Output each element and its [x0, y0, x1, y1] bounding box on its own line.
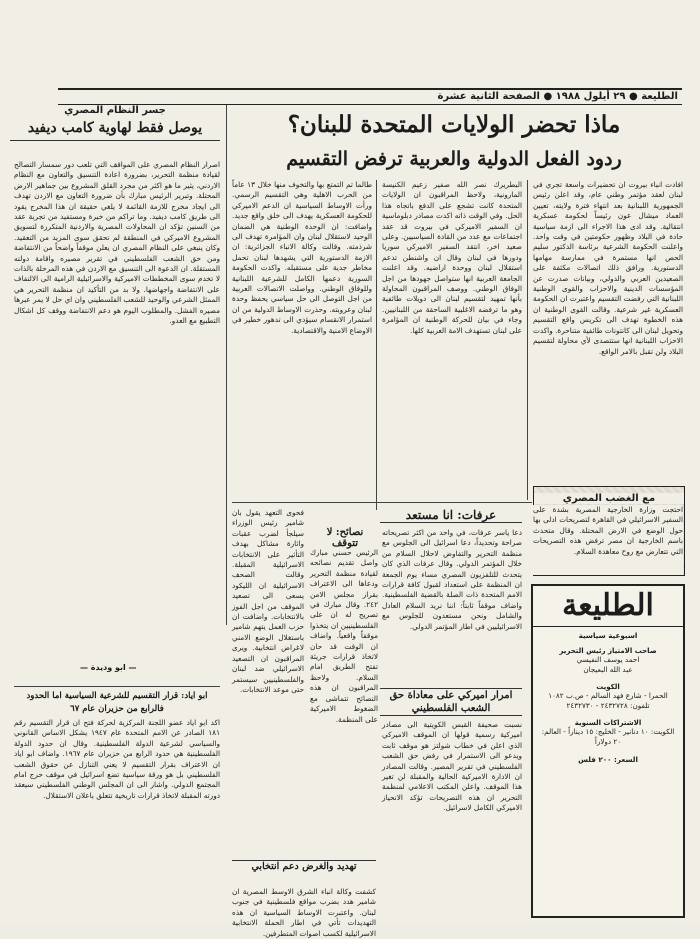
shamir-box-title: امرار اميركي على معاداة حق الشعب الفلسطيني — [380, 688, 522, 716]
page-header-line: الطليعة ● ٢٩ أيلول ١٩٨٨ ● الصفحة الثانية عشرة — [58, 88, 682, 105]
main-story-col2: البطريرك نصر الله صفير زعيم الكنيسة المارونية، ولاحظ المراقبون ان الولايات المتحدة كانت تشجع على الدفع باتجاه هذا الحل. وفي الوقت ذاته اكدت مصادر دبلوماسية ان السفير الاميركي في بيروت قد عقد اجتماعات مع عدد من القادة السياسيين. وعلى صعيد اخر، انتقد السفير الاميركي سوريا ودورها في لبنان وقال ان واشنطن تدعم استقلال لبنان ووحدة اراضيه. وقد اعلنت الجامعة العربية انها ستواصل جهودها من اجل الوفاق الوطني. ووصف المراقبون المحاولة بأنها تمهيد لتقسيم لبنان الى دويلات طائفية وهو ما ترفضه الاغلبية الساحقة من اللبنانيين. وجاء في بيان للحركة الوطنية ان المؤامرة على لبنان تستهدف الامة العربية كلها. — [382, 180, 522, 335]
column-divider — [226, 105, 227, 625]
main-story-col3: طالما تم التمتع بها والتخوف منها خلال ١٣ عاماً من الحرب الاهلية وهي التقسيم الرسمي. ورأت الاوساط السياسية ان الدعم الاميركي للحكومة العسكرية يهدف الى خلق واقع جديد. واضافت: ان الوحدة الوطنية هي الضمان الوحيد لاستقلال لبنان وان المؤامرة تهدف الى شرذمته. وقالت وكالة الانباء الجزائرية: ان الازمة الدستورية التي يشهدها لبنان تحمل مخاطر جدية على مستقبله. واكدت الحكومة السورية دعمها الكامل للشرعية اللبنانية وللوفاق الوطني. وواصلت الاتصالات العربية من اجل التوصل الى حل سياسي يحفظ وحدة لبنان وعروبته. وحذرت الاوساط الدولية من ان استمرار الانقسام سيؤدي الى تدهور خطير في الاوضاع الامنية والاقتصادية. — [232, 180, 373, 335]
tahdid-box-title: تهديد والغرض دعم انتخابي — [232, 860, 376, 873]
mid-left-body: فحوى التعهد يقول بان شامير رئيس الوزراء سيلجأ لضرب عقبات واثارة مشاكل بهدف التأثير على الانتخابات الاسرائيلية المقبلة. وقالت الصحف الاسرائيلية ان الليكود يسعى الى تصعيد الموقف من اجل الفوز بالانتخابات. واضافت ان حزب العمل يتهم شامير باستغلال الوضع الامني لاغراض انتخابية. ويرى المراقبون ان التصعيد الاسرائيلي ضد لبنان والفلسطينيين سيستمر حتى موعد الانتخابات. — [232, 508, 304, 694]
sidebar-signature: — ابو وديدة — — [80, 663, 137, 672]
sidebar-title: يوصل فقط لهاوية كامب ديفيد — [10, 120, 220, 141]
sidebar-body: اصرار النظام المصري على المواقف التي تلعب دور سمسار التصالح لقيادة منظمة التحرير، بضرورة اعادة التنسيق والتعاون مع النظام الاردني، يثير ما هو اكثر من مجرد القلق المشروع بين جماهير الارض المحتلة. وتبرير الرئيس مبارك بأن ضرورة التعاون مع الاردن تهدف الى ايجاد مخرج للازمة القائمة لا يلغي حقيقة ان هذا المخرج يقود الى طريق كامب ديفيد. وما تراكم من خبرة ومستفيد من تجربة عقد من السنين تؤكد ان المحاولات المصرية والاردنية المتكررة لتسويق المشروع الاميركي في المنطقة لم تحقق سوى المزيد من التعقيد. وكان ينبغي على النظام المصري ان يعلن موقفاً واضحاً من الانتفاضة ومن حق الشعب الفلسطيني في تقرير مصيره واقامة دولته المستقلة. ان الدعوة الى التنسيق مع الاردن في هذه المرحلة بالذات لا تخدم سوى المخططات الاميركية والاسرائيلية الرامية الى الالتفاف على الانتفاضة واجهاضها. ولا بد من التأكيد ان منظمة التحرير هي الممثل الشرعي والوحيد للشعب الفلسطيني وان اي حل لا يمر عبرها مصيره الفشل. والمطلوب اليوم هو دعم الانتفاضة ووقف كل اشكال التطبيع مع العدو. — [14, 160, 220, 326]
main-story-col1: افادت انباء بيروت ان تحضيرات واسعة تجري في لبنان لعقد مؤتمر وطني عام، وقد اعلن رئيس الجمهورية اللبنانية بعد انتهاء فترة ولايته، تعيين العماد ميشال عون رئيساً لحكومة عسكرية انتقالية. وقد ادى هذا الاجراء الى ازمة سياسية حادة في البلاد وظهور حكومتين في وقت واحد. واعلنت الحكومة الشرعية برئاسة الدكتور سليم الحص انها مستمرة في ممارسة مهامها الدستورية. ورافق ذلك اتصالات مكثفة على الصعيدين العربي والدولي، وبيانات صدرت عن المؤسسات الدينية والاحزاب والقوى الوطنية اللبنانية التي رفضت التقسيم واعتبرت ان الحكومة العسكرية غير شرعية. وقالت القوى الوطنية ان هذه الخطوة تهدف الى تكريس واقع التقسيم وتحويل لبنان الى كانتونات طائفية متناحرة. واكدت الاحزاب اللبنانية انها ستتصدى لأي محاولة لتقسيم البلاد ولن تقبل بالامر الواقع. — [533, 180, 683, 356]
main-headline: ماذا تحضر الولايات المتحدة للبنان؟ — [287, 111, 621, 138]
photo-caption-body: احتجت وزارة الخارجية المصرية بشدة على السفير الاسرائيلي في القاهرة لتصريحات ادلى بها حول الوضع في الارض المحتلة. وقال متحدث باسم الخارجية ان مصر ترفض هذه التصريحات التي تتعارض مع روح معاهدة السلام. — [533, 505, 683, 575]
masthead-address: الحمرا - شارع فهد السالم - ص.ب ١٠٨٢ — [548, 691, 668, 700]
nasaih-box-title: نصائح: لا تتوقف — [326, 527, 364, 549]
masthead-phone: تلفون: ٢٤٣٢٧٢٨ - ٢٤٣٢٧٣٠ — [566, 701, 650, 710]
column-divider — [376, 180, 377, 510]
bottom-box-body: اكد ابو اياد عضو اللجنة المركزية لحركة فتح ان قرار التقسيم رقم ١٨١ الصادر عن الامم المتحدة عام ١٩٤٧ يشكل الاساس القانوني والسياسي لشرعية الدولة الفلسطينية. وقال ان حدود الدولة الفلسطينية هي حدود الرابع من حزيران عام ١٩٦٧. واضاف ابو اياد ان الاعتراف بقرار التقسيم لا يعني التنازل عن حقوق الشعب الفلسطيني بل هو ورقة سياسية تضع اسرائيل في موقف حرج امام المجتمع الدولي. واشار الى ان المجلس الوطني الفلسطيني سيعقد دورته المقبلة لاتخاذ قرارات تاريخية تتعلق باعلان الاستقلال. — [14, 718, 220, 800]
masthead-subscriptions: الكويت: ١٠ دنانير - الخليج: ١٥ ديناراً - العالم: ٢٠ دولاراً — [541, 727, 675, 746]
column-divider — [527, 180, 528, 500]
masthead-logo: الطليعة — [533, 586, 683, 627]
masthead-subscriptions-label: الاشتراكات السنوية — [574, 719, 642, 727]
photo-label: مع الغضب المصري — [534, 493, 684, 504]
sidebar-heading — [10, 105, 220, 141]
masthead-ad — [531, 584, 685, 918]
bottom-box-title: ابو اياد: قرار التقسيم للشرعية السياسية اما الحدود فالرابع من حزيران عام ٦٧ — [26, 691, 208, 714]
section-divider — [232, 502, 532, 503]
tahdid-box-body: كشفت وكالة انباء الشرق الاوسط المصرية ان شامير هدد بضرب مواقع فلسطينية في جنوب لبنان. واعتبرت الاوساط السياسية ان هذه التهديدات تأتي في اطار الحملة الانتخابية الاسرائيلية لكسب اصوات المتطرفين. — [232, 887, 376, 938]
masthead-price: السعر: ٢٠٠ فلس — [578, 755, 638, 764]
sidebar-kicker: جسر النظام المصري — [64, 105, 166, 116]
masthead-editor: عبد الله البعيجان — [583, 665, 633, 674]
masthead-publisher-label: صاحب الامتياز رئيس التحرير — [559, 647, 657, 655]
arafat-box-body: دعا ياسر عرفات، في واحد من اكثر تصريحاته صراحة وتحديداً، دعا اسرائيل الى الجلوس مع منظمة التحرير والتفاوض لاحلال السلام من خلال المؤتمر الدولي. وقال عرفات الذي كان يتحدث للتلفزيون المصري مساء يوم الجمعة ان المنظمة على استعداد لقبول كافة قرارات الامم المتحدة ذات الصلة بالقضية الفلسطينية. واضاف موقفاً ثابتاً: اننا نريد السلام العادل والشامل ونحن مستعدون للجلوس مع الاسرائيليين في اطار المؤتمر الدولي. — [382, 528, 522, 631]
masthead-address-label: الكويت — [596, 683, 620, 691]
nasaih-box-body: الرئيس حسني مبارك واصل تقديم نصائحه لقيادة منظمة التحرير ودعاها الى الاعتراف بقرار مجلس الامن ٢٤٢. وقال مبارك في تصريح له ان على الفلسطينيين ان يتخذوا موقفاً واقعياً. واضاف ان الوقت قد حان لاتخاذ قرارات جريئة تفتح الطريق امام السلام. ولاحظ المراقبون ان هذه النصائح تتماشى مع الضغوط الاميركية على المنظمة. — [310, 548, 378, 724]
masthead-publisher: احمد يوسف النفيسي — [576, 655, 640, 664]
arafat-box-title: عرفات: انا مستعد — [380, 508, 522, 523]
masthead-tagline: اسبوعية سياسية — [578, 631, 638, 640]
main-subhead: ردود الفعل الدولية والعربية ترفض التقسيم — [286, 148, 622, 170]
shamir-box-body: نسبت صحيفة القبس الكويتية الى مصادر اميركية رسمية قولها ان الموقف الاميركي الذي اعلن في خطاب شولتز هو موقف ثابت ويدعو الى الاستمرار في رفض حق الشعب الفلسطيني في تقرير المصير. وقالت المصادر ان الادارة الاميركية الحالية والمقبلة لن تغير هذا الموقف. واعلن المكتب الاعلامي لمنظمة التحرير ان هذه التصريحات تؤكد الانحياز الاميركي الكامل لاسرائيل. — [382, 720, 522, 813]
section-divider — [14, 686, 220, 687]
